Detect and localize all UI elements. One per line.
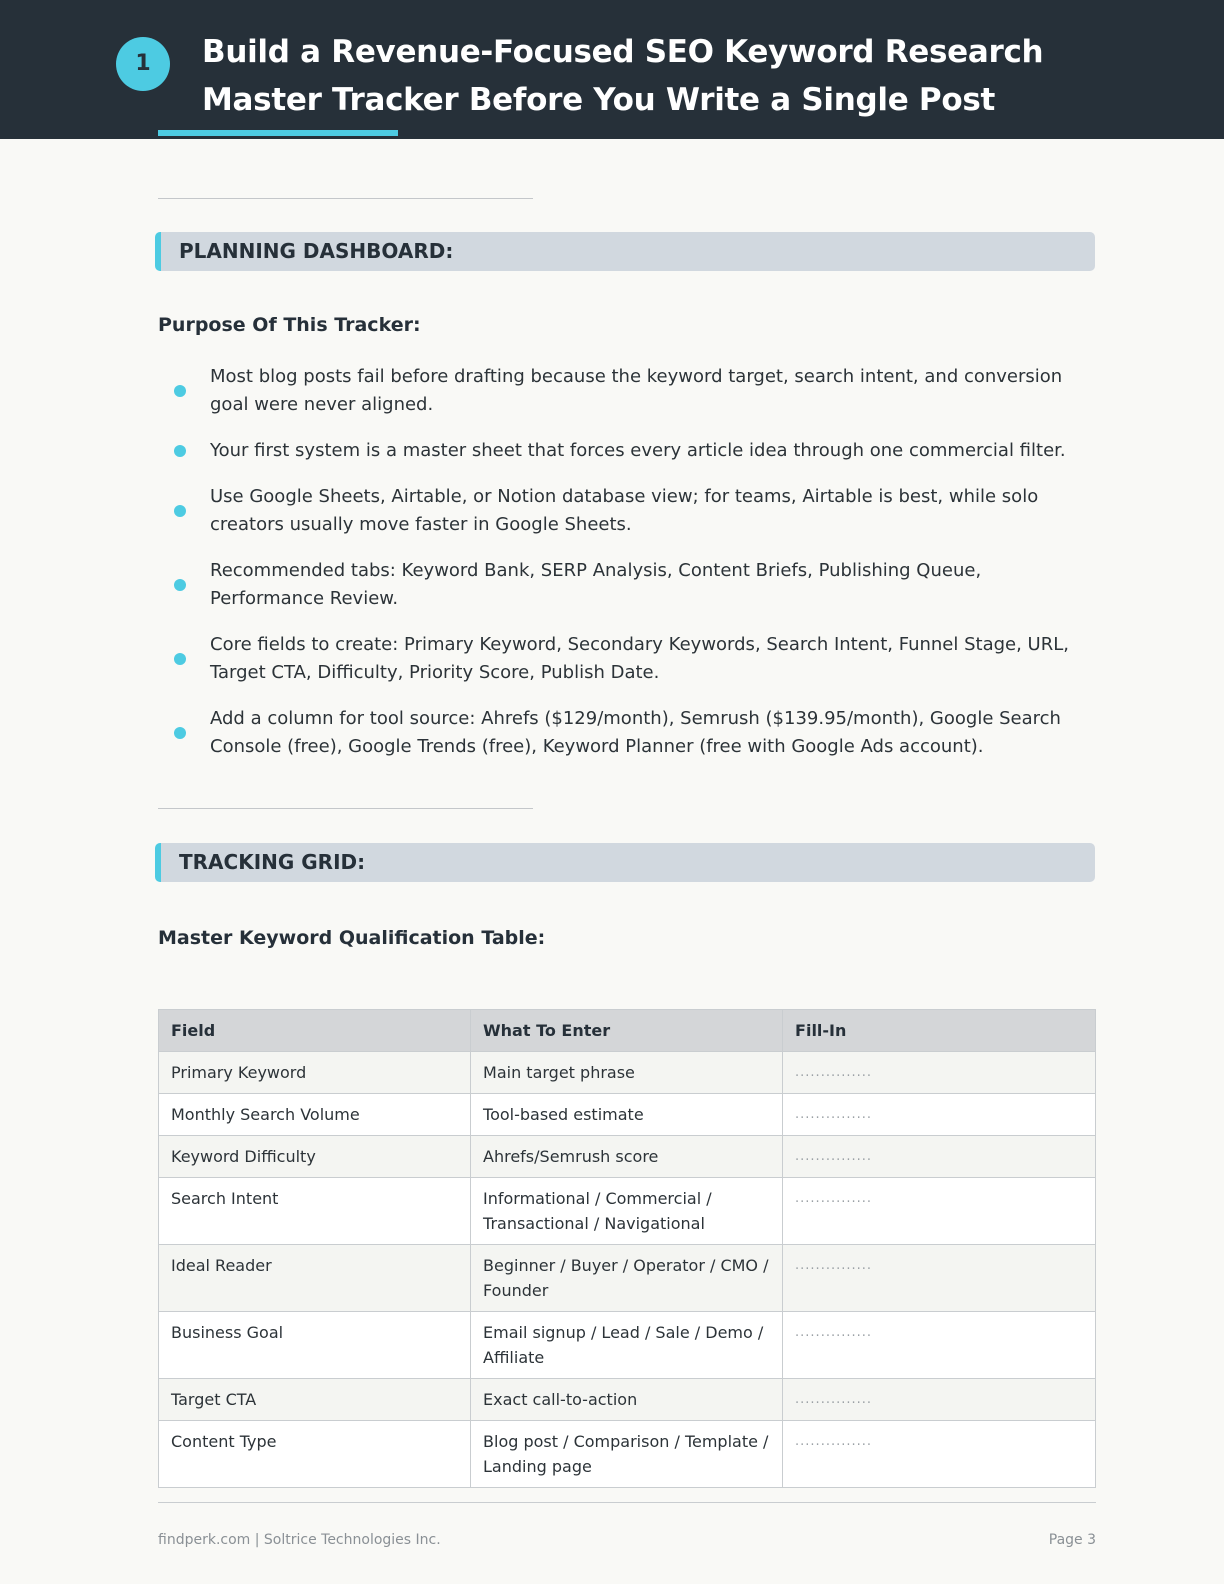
bullet-item [158,557,1098,613]
section-divider [158,198,533,199]
field-cell: Ideal Reader [159,1245,471,1312]
table-row [159,1421,1096,1488]
field-cell: Target CTA [159,1379,471,1421]
field-cell: Keyword Difficulty [159,1136,471,1178]
table-row [159,1178,1096,1245]
what-to-enter-cell: Informational / Commercial / Transactional / Navigational [471,1178,783,1245]
purpose-bullet-list [158,363,1098,779]
field-cell: Business Goal [159,1312,471,1379]
what-to-enter-cell: Email signup / Lead / Sale / Demo / Affiliate [471,1312,783,1379]
fill-in-blank[interactable]: ............... [783,1312,1096,1379]
field-cell: Primary Keyword [159,1052,471,1094]
bullet-dot-icon [174,505,186,517]
bullet-text: Your first system is a master sheet that forces every article idea through one commercial filter. [210,440,1066,461]
keyword-qualification-table [158,1009,1096,1488]
planning-section-label: PLANNING DASHBOARD: [179,239,454,263]
what-to-enter-cell: Tool-based estimate [471,1094,783,1136]
title-accent-line [158,130,398,136]
fill-in-blank[interactable]: ............... [783,1052,1096,1094]
bullet-dot-icon [174,445,186,457]
fill-in-blank[interactable]: ............... [783,1094,1096,1136]
tracking-section-label: TRACKING GRID: [179,850,366,874]
field-cell: Content Type [159,1421,471,1488]
section-divider [158,808,533,809]
bullet-item [158,437,1098,465]
planning-section-bar [155,232,1095,271]
table-row [159,1245,1096,1312]
table-row [159,1379,1096,1421]
what-to-enter-cell: Blog post / Comparison / Template / Landing page [471,1421,783,1488]
footer-divider [158,1502,1096,1503]
bullet-dot-icon [174,579,186,591]
table-row [159,1094,1096,1136]
fill-in-blank[interactable]: ............... [783,1421,1096,1488]
bullet-item [158,631,1098,687]
table-header-row [159,1010,1096,1052]
bullet-dot-icon [174,727,186,739]
bullet-dot-icon [174,653,186,665]
what-to-enter-cell: Exact call-to-action [471,1379,783,1421]
bullet-dot-icon [174,385,186,397]
fill-in-blank[interactable]: ............... [783,1379,1096,1421]
what-to-enter-cell: Beginner / Buyer / Operator / CMO / Founder [471,1245,783,1312]
table-row [159,1312,1096,1379]
field-cell: Search Intent [159,1178,471,1245]
column-header-fill-in: Fill-In [783,1010,1096,1052]
page-title: Build a Revenue-Focused SEO Keyword Research Master Tracker Before You Write a Single Post [202,34,1044,118]
bullet-item [158,363,1098,419]
bullet-text: Most blog posts fail before drafting because the keyword target, search intent, and conversion goal were never aligned. [210,366,1063,415]
page-header [0,0,1224,139]
bullet-text: Add a column for tool source: Ahrefs ($129/month), Semrush ($139.95/month), Google Search Console (free), Google Trends (free), Keyword Planner (free with Google Ads account). [210,708,1061,757]
bullet-text: Recommended tabs: Keyword Bank, SERP Analysis, Content Briefs, Publishing Queue, Performance Review. [210,560,982,609]
tracking-section-bar [155,843,1095,882]
fill-in-blank[interactable]: ............... [783,1136,1096,1178]
qualification-table-heading: Master Keyword Qualification Table: [158,927,546,949]
table-row [159,1136,1096,1178]
bullet-text: Core fields to create: Primary Keyword, Secondary Keywords, Search Intent, Funnel Stage, URL, Target CTA, Difficulty, Priority Score, Publish Date. [210,634,1069,683]
bullet-item [158,483,1098,539]
field-cell: Monthly Search Volume [159,1094,471,1136]
fill-in-blank[interactable]: ............... [783,1245,1096,1312]
what-to-enter-cell: Main target phrase [471,1052,783,1094]
table-row [159,1052,1096,1094]
fill-in-blank[interactable]: ............... [783,1178,1096,1245]
column-header-field: Field [159,1010,471,1052]
bullet-text: Use Google Sheets, Airtable, or Notion database view; for teams, Airtable is best, while solo creators usually move faster in Google Sheets. [210,486,1039,535]
column-header-what-to-enter: What To Enter [471,1010,783,1052]
what-to-enter-cell: Ahrefs/Semrush score [471,1136,783,1178]
page-number: Page 3 [1048,1532,1096,1548]
bullet-item [158,705,1098,761]
purpose-subheading: Purpose Of This Tracker: [158,314,421,336]
footer-source: findperk.com | Soltrice Technologies Inc. [158,1532,441,1548]
step-number-badge: 1 [116,37,170,91]
